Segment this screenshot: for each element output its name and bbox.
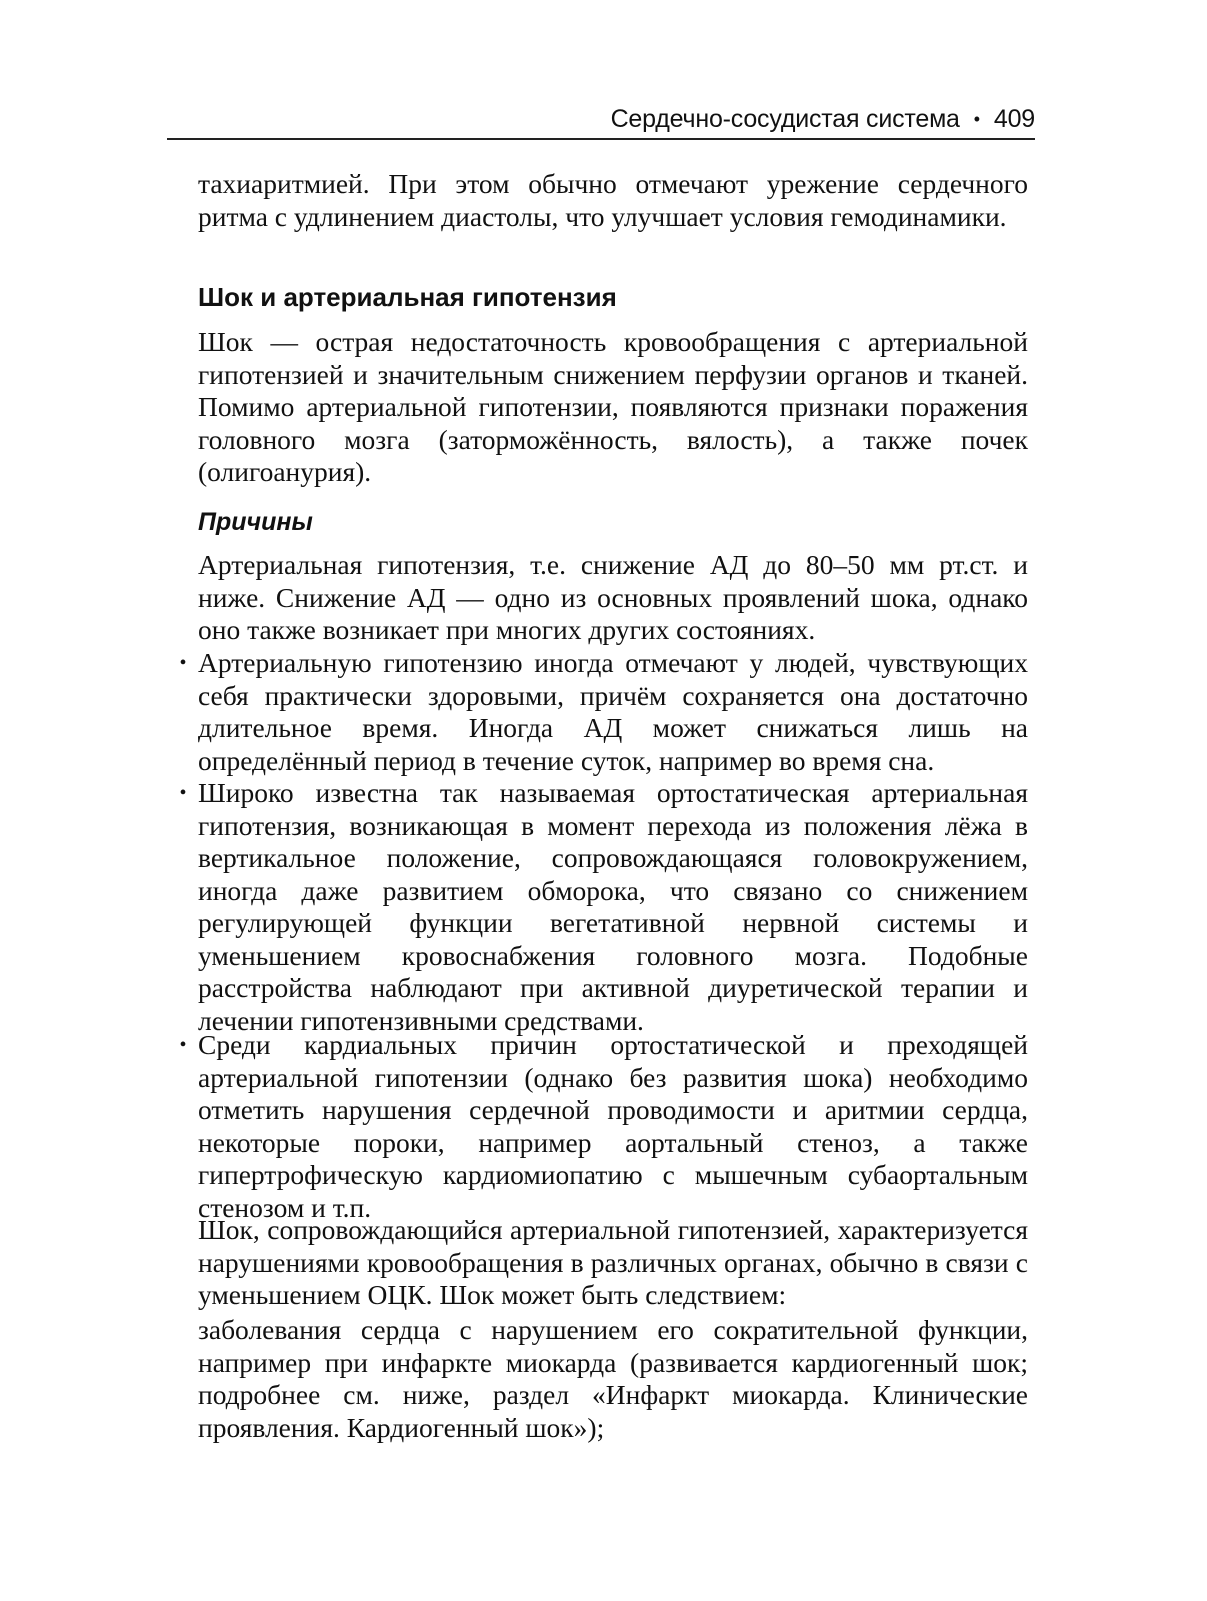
header-separator: •	[973, 109, 980, 129]
bullet-text: Широко известна так называемая ортостатическая артериальная гипотензия, возникающая в момент перехода из положения лёжа в вертикальное положение, сопровождающаяся головокружением, иногда даже развитием обморока, что связано со снижением регулирующей функции вегетативной нервной системы и уменьшением кровоснабжения головного мозга. Подобные расстройства наблюдают при активной диуретической терапии и лечении гипотензивными средствами.	[198, 777, 1028, 1036]
page-number: 409	[993, 105, 1035, 133]
shock-paragraph: Шок, сопровождающийся артериальной гипотензией, характеризуется нарушениями кровообращения в различных органах, обычно в связи с уменьшением ОЦК. Шок может быть следствием:	[198, 1214, 1028, 1310]
subheading-causes: Причины	[198, 508, 313, 536]
bullet-item	[179, 1029, 1028, 1224]
running-header	[167, 103, 1035, 135]
causes-paragraph: Артериальная гипотензия, т.е. снижение АД до 80–50 мм рт.ст. и ниже. Снижение АД — одно из основных проявлений шока, однако оно также возникает при многих других состояниях.	[198, 549, 1028, 645]
intro-paragraph: тахиаритмией. При этом обычно отмечают урежение сердечного ритма с удлинением диастолы, что улучшает условия гемодинамики.	[198, 168, 1028, 232]
bullet-mark: •	[179, 652, 187, 674]
section-heading: Шок и артериальная гипотензия	[198, 282, 617, 312]
bullet-item	[179, 647, 1028, 777]
definition-paragraph: Шок — острая недостаточность кровообращения с артериальной гипотензией и значительным снижением перфузии органов и тканей. Помимо артериальной гипотензии, появляются признаки поражения головного мозга (заторможённость, вялость), а также почек (олигоанурия).	[198, 326, 1028, 487]
bullet-item	[179, 777, 1028, 1037]
bullet-text: Артериальную гипотензию иногда отмечают у людей, чувствующих себя практически здоровыми, причём сохраняется она достаточно длительное время. Иногда АД может снижаться лишь на определённый период в течение суток, например во время сна.	[198, 647, 1028, 776]
header-rule	[167, 138, 1035, 140]
bullet-text: Среди кардиальных причин ортостатической и преходящей артериальной гипотензии (однако без развития шока) необходимо отметить нарушения сердечной проводимости и аритмии сердца, некоторые пороки, например аортальный стеноз, а также гипертрофическую кардиомиопатию с мышечным субаортальным стенозом и т.п.	[198, 1029, 1028, 1223]
list-item: заболевания сердца с нарушением его сократительной функции, например при инфаркте миокарда (развивается кардиогенный шок; подробнее см. ниже, раздел «Инфаркт миокарда. Клинические проявления. Кардиогенный шок»);	[198, 1314, 1028, 1443]
bullet-mark: •	[179, 782, 187, 804]
section-title: Сердечно-сосудистая система	[610, 105, 960, 133]
bullet-mark: •	[179, 1034, 187, 1056]
